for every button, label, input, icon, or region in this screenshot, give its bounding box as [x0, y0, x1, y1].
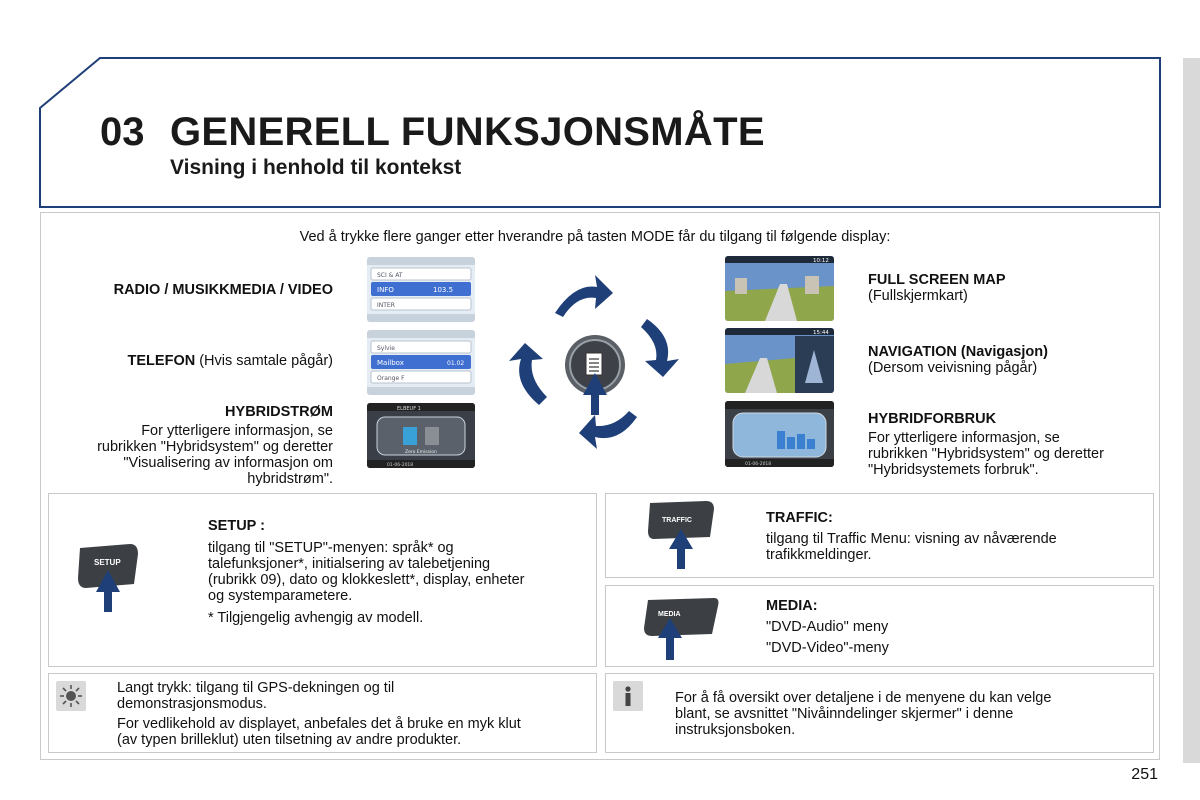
info-icon	[613, 681, 643, 711]
svg-text:Mailbox: Mailbox	[377, 359, 404, 367]
svg-text:10:12: 10:12	[813, 258, 829, 264]
svg-text:TRAFFIC: TRAFFIC	[662, 517, 692, 524]
traffic-title: TRAFFIC:	[766, 510, 833, 526]
label-telefon: TELEFON (Hvis samtale pågår)	[127, 353, 333, 369]
media-button-icon	[640, 594, 725, 662]
side-tab-bar	[1183, 58, 1200, 763]
svg-text:INTER: INTER	[377, 302, 395, 309]
setup-title: SETUP :	[208, 518, 265, 534]
svg-text:ELBEUF 1: ELBEUF 1	[397, 406, 421, 412]
setup-text: SETUP : tilgang til "SETUP"-menyen: språk* og talefunksjoner*, initialsering av talebetjening (rubrikk 09), dato og klokkeslett*, display, enheter og systemparametere. * Tilgjengelig avhengig av modell.	[208, 518, 588, 626]
screen-fullscreen-map	[725, 256, 834, 321]
svg-text:Sylvie: Sylvie	[377, 345, 395, 352]
mode-button-icon	[565, 335, 625, 415]
screen-hybridforbruk	[725, 401, 834, 467]
svg-text:103.5: 103.5	[433, 286, 454, 294]
svg-text:SETUP: SETUP	[94, 558, 121, 567]
svg-text:MEDIA: MEDIA	[658, 611, 681, 618]
media-text: MEDIA: "DVD-Audio" meny "DVD-Video"-meny	[766, 598, 1146, 656]
page-number: 251	[1131, 766, 1158, 783]
mode-cycle-diagram	[495, 265, 695, 465]
screen-navigation	[725, 328, 834, 393]
screen-hybridstrom	[367, 403, 475, 468]
label-hybridforbruk: HYBRIDFORBRUK For ytterligere informasjon, se rubrikken "Hybridsystem" og deretter "Hybridsystemets forbruk".	[868, 411, 1104, 478]
label-hybridstrom: HYBRIDSTRØM For ytterligere informasjon, se rubrikken "Hybridsystem" og deretter "Visualisering av informasjon om hybridstrøm".	[97, 404, 333, 487]
label-fullscreen-map: FULL SCREEN MAP (Fullskjermkart)	[868, 272, 1006, 304]
header-frame	[0, 0, 1200, 212]
screen-radio	[367, 257, 475, 322]
svg-text:15:44: 15:44	[813, 330, 829, 336]
label-radio: RADIO / MUSIKKMEDIA / VIDEO	[113, 282, 333, 298]
svg-text:INFO: INFO	[377, 286, 394, 294]
traffic-button-icon	[644, 497, 724, 571]
svg-text:01.02: 01.02	[447, 360, 465, 367]
brightness-icon	[56, 681, 86, 711]
screen-telefon	[367, 330, 475, 395]
info-text: For å få oversikt over detaljene i de menyene du kan velge blant, se avsnittet "Nivåinndelinger skjermer" i denne instruksjonsboken.	[675, 690, 1052, 738]
svg-text:SCI & AT: SCI & AT	[377, 272, 403, 279]
chapter-number: 03	[100, 110, 145, 154]
page-subtitle: Visning i henhold til kontekst	[170, 156, 462, 179]
svg-text:01-06-2018: 01-06-2018	[387, 463, 414, 468]
chapter-title: GENERELL FUNKSJONSMÅTE	[170, 110, 765, 154]
label-navigation: NAVIGATION (Navigasjon) (Dersom veivisning pågår)	[868, 344, 1048, 376]
svg-text:Orange F: Orange F	[377, 375, 405, 382]
gps-text: Langt trykk: tilgang til GPS-dekningen og til demonstrasjonsmodus. For vedlikehold av displayet, anbefales det å bruke en myk klut (av typen brilleklut) uten tilsetning av andre produkter.	[117, 680, 521, 748]
svg-text:01-06-2018: 01-06-2018	[745, 462, 772, 467]
intro-text: Ved å trykke flere ganger etter hverandre på tasten MODE får du tilgang til følgende display:	[299, 229, 891, 245]
traffic-text: TRAFFIC: tilgang til Traffic Menu: visning av nåværende trafikkmeldinger.	[766, 510, 1146, 563]
setup-button-icon	[72, 540, 147, 615]
media-title: MEDIA:	[766, 598, 818, 614]
setup-footnote: * Tilgjengelig avhengig av modell.	[208, 610, 424, 626]
svg-text:Zero Emission: Zero Emission	[405, 450, 437, 455]
